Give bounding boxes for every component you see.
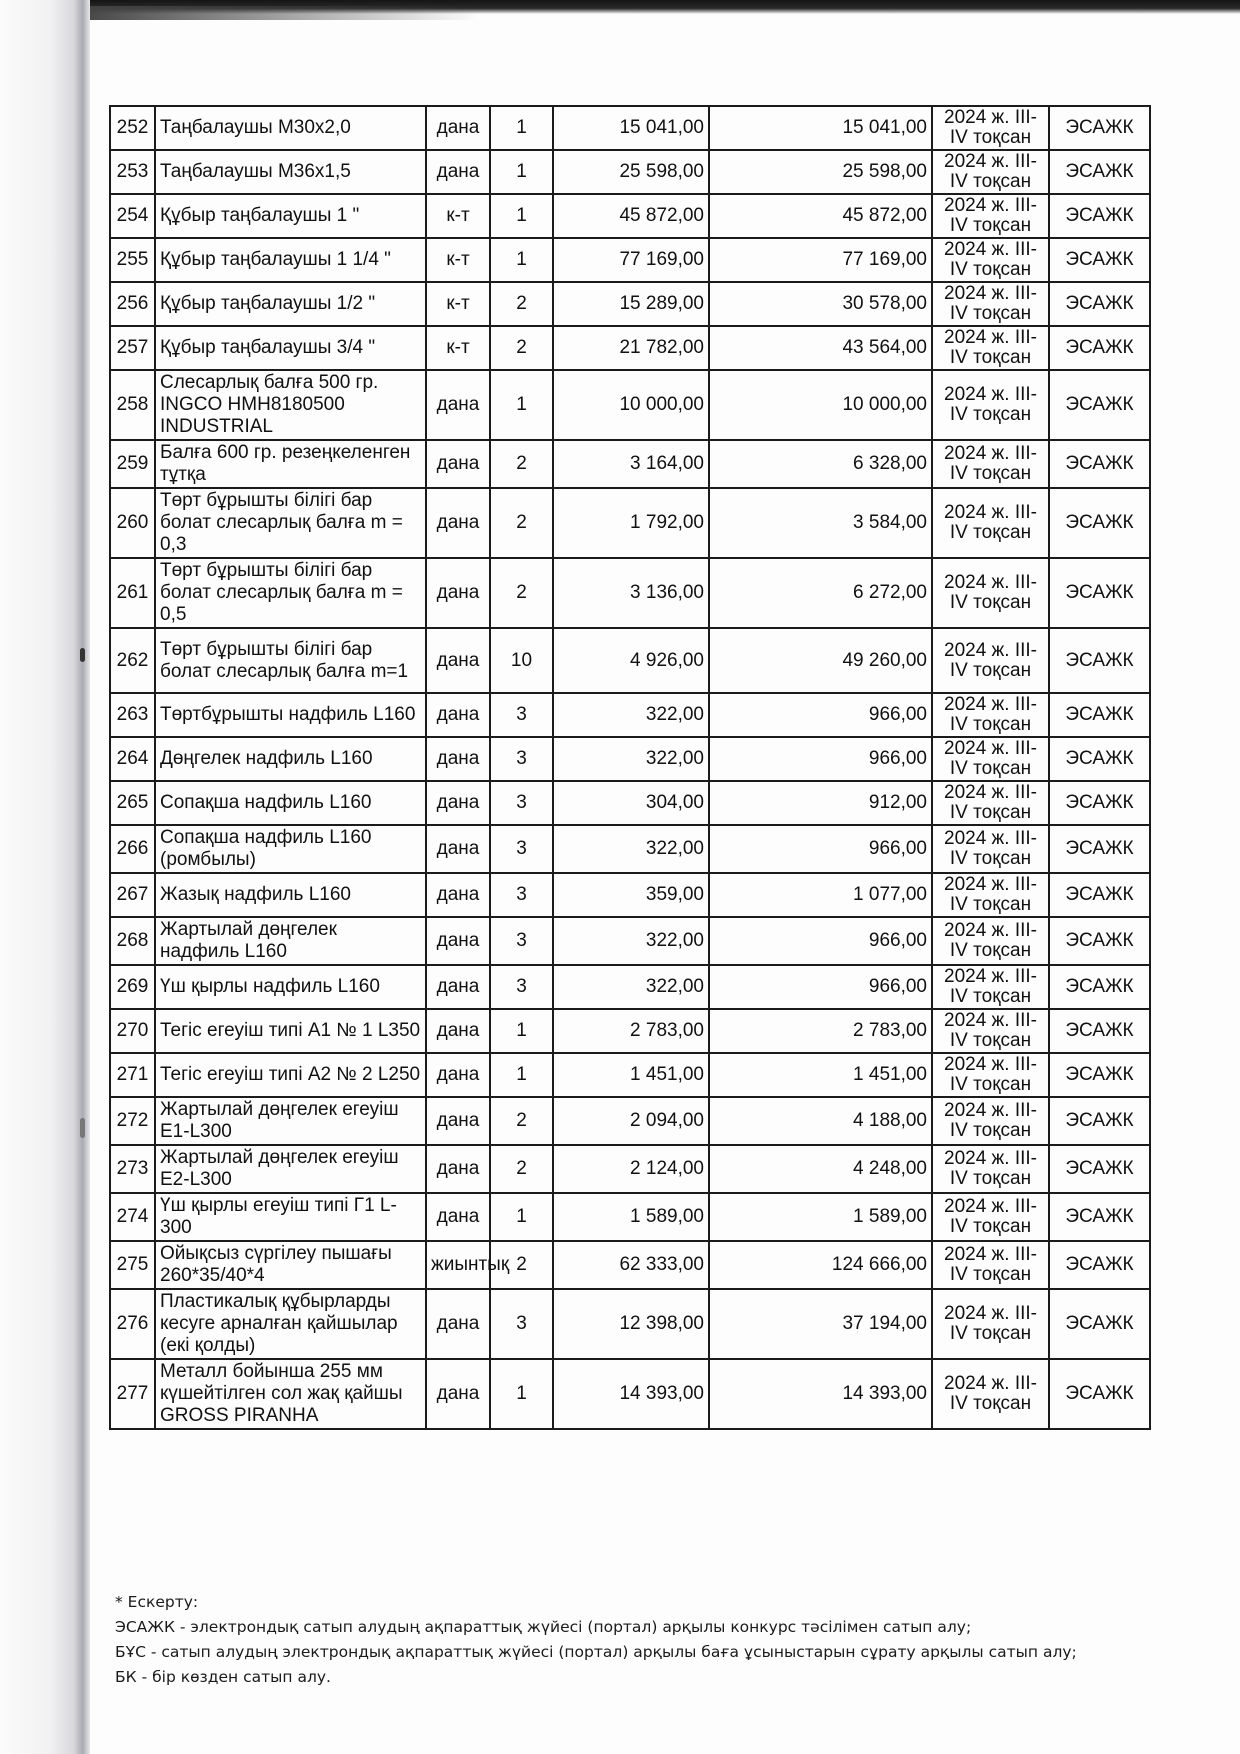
procurement-period: 2024 ж. III-IV тоқсан bbox=[932, 440, 1049, 488]
total-amount: 1 077,00 bbox=[709, 873, 932, 917]
item-name: Металл бойынша 255 мм күшейтілген сол жақ қайшы GROSS PIRANHA bbox=[155, 1359, 426, 1429]
procurement-method: ЭСАЖК bbox=[1049, 1289, 1150, 1359]
row-number: 256 bbox=[110, 282, 155, 326]
unit-price: 62 333,00 bbox=[553, 1241, 709, 1289]
unit-of-measure: к-т bbox=[426, 282, 490, 326]
table-row bbox=[110, 628, 1150, 693]
quantity: 1 bbox=[490, 370, 553, 440]
procurement-period: 2024 ж. III-IV тоқсан bbox=[932, 282, 1049, 326]
footnote-bus: БҰС - сатып алудың электрондық ақпараттық жүйесі (портал) арқылы баға ұсыныстарын сұрату арқылы сатып алу; bbox=[115, 1643, 1077, 1661]
row-number: 273 bbox=[110, 1145, 155, 1193]
procurement-period: 2024 ж. III-IV тоқсан bbox=[932, 1193, 1049, 1241]
table-row bbox=[110, 1241, 1150, 1289]
quantity: 10 bbox=[490, 628, 553, 693]
unit-of-measure: дана bbox=[426, 873, 490, 917]
quantity: 2 bbox=[490, 1097, 553, 1145]
quantity: 2 bbox=[490, 282, 553, 326]
unit-of-measure: дана bbox=[426, 781, 490, 825]
total-amount: 3 584,00 bbox=[709, 488, 932, 558]
item-name: Тегіс егеуіш типі А1 № 1 L350 bbox=[155, 1009, 426, 1053]
total-amount: 966,00 bbox=[709, 917, 932, 965]
quantity: 2 bbox=[490, 440, 553, 488]
quantity: 3 bbox=[490, 825, 553, 873]
row-number: 265 bbox=[110, 781, 155, 825]
procurement-method: ЭСАЖК bbox=[1049, 440, 1150, 488]
procurement-period: 2024 ж. III-IV тоқсан bbox=[932, 873, 1049, 917]
unit-price: 3 164,00 bbox=[553, 440, 709, 488]
quantity: 2 bbox=[490, 558, 553, 628]
unit-price: 15 289,00 bbox=[553, 282, 709, 326]
item-name: Құбыр таңбалаушы 1 " bbox=[155, 194, 426, 238]
unit-price: 21 782,00 bbox=[553, 326, 709, 370]
total-amount: 15 041,00 bbox=[709, 106, 932, 150]
unit-price: 2 783,00 bbox=[553, 1009, 709, 1053]
total-amount: 77 169,00 bbox=[709, 238, 932, 282]
item-name: Құбыр таңбалаушы 1/2 " bbox=[155, 282, 426, 326]
unit-price: 14 393,00 bbox=[553, 1359, 709, 1429]
unit-price: 77 169,00 bbox=[553, 238, 709, 282]
total-amount: 49 260,00 bbox=[709, 628, 932, 693]
procurement-period: 2024 ж. III-IV тоқсан bbox=[932, 1289, 1049, 1359]
item-name: Слесарлық балға 500 гр. INGCO HMH8180500 INDUSTRIAL bbox=[155, 370, 426, 440]
item-name: Дөңгелек надфиль L160 bbox=[155, 737, 426, 781]
quantity: 2 bbox=[490, 326, 553, 370]
table-row bbox=[110, 737, 1150, 781]
table-row bbox=[110, 873, 1150, 917]
unit-price: 15 041,00 bbox=[553, 106, 709, 150]
procurement-method: ЭСАЖК bbox=[1049, 326, 1150, 370]
item-name: Төртбұрышты надфиль L160 bbox=[155, 693, 426, 737]
quantity: 2 bbox=[490, 488, 553, 558]
item-name: Пластикалық құбырларды кесуге арналған қайшылар (екі қолды) bbox=[155, 1289, 426, 1359]
table-row bbox=[110, 917, 1150, 965]
procurement-period: 2024 ж. III-IV тоқсан bbox=[932, 965, 1049, 1009]
row-number: 264 bbox=[110, 737, 155, 781]
unit-price: 1 451,00 bbox=[553, 1053, 709, 1097]
row-number: 267 bbox=[110, 873, 155, 917]
total-amount: 10 000,00 bbox=[709, 370, 932, 440]
procurement-method: ЭСАЖК bbox=[1049, 1053, 1150, 1097]
table-body bbox=[110, 106, 1150, 1429]
table-row bbox=[110, 1145, 1150, 1193]
procurement-period: 2024 ж. III-IV тоқсан bbox=[932, 558, 1049, 628]
table-row bbox=[110, 282, 1150, 326]
procurement-method: ЭСАЖК bbox=[1049, 825, 1150, 873]
table-row bbox=[110, 150, 1150, 194]
quantity: 1 bbox=[490, 1053, 553, 1097]
procurement-method: ЭСАЖК bbox=[1049, 693, 1150, 737]
row-number: 277 bbox=[110, 1359, 155, 1429]
procurement-table bbox=[109, 105, 1151, 1430]
table-row bbox=[110, 488, 1150, 558]
procurement-method: ЭСАЖК bbox=[1049, 1097, 1150, 1145]
procurement-method: ЭСАЖК bbox=[1049, 781, 1150, 825]
item-name: Төрт бұрышты білігі бар болат слесарлық балға m = 0,3 bbox=[155, 488, 426, 558]
total-amount: 1 589,00 bbox=[709, 1193, 932, 1241]
item-name: Төрт бұрышты білігі бар болат слесарлық балға m=1 bbox=[155, 628, 426, 693]
item-name: Үш қырлы егеуіш типі Г1 L-300 bbox=[155, 1193, 426, 1241]
footnotes bbox=[115, 1590, 1165, 1690]
row-number: 266 bbox=[110, 825, 155, 873]
quantity: 3 bbox=[490, 965, 553, 1009]
binding-spine bbox=[0, 0, 90, 1754]
row-number: 257 bbox=[110, 326, 155, 370]
item-name: Құбыр таңбалаушы 1 1/4 " bbox=[155, 238, 426, 282]
item-name: Үш қырлы надфиль L160 bbox=[155, 965, 426, 1009]
table-row bbox=[110, 106, 1150, 150]
item-name: Таңбалаушы М30х2,0 bbox=[155, 106, 426, 150]
table-row bbox=[110, 825, 1150, 873]
procurement-period: 2024 ж. III-IV тоқсан bbox=[932, 737, 1049, 781]
total-amount: 25 598,00 bbox=[709, 150, 932, 194]
procurement-method: ЭСАЖК bbox=[1049, 150, 1150, 194]
total-amount: 43 564,00 bbox=[709, 326, 932, 370]
row-number: 262 bbox=[110, 628, 155, 693]
table-row bbox=[110, 370, 1150, 440]
quantity: 3 bbox=[490, 737, 553, 781]
row-number: 263 bbox=[110, 693, 155, 737]
quantity: 3 bbox=[490, 1289, 553, 1359]
item-name: Жартылай дөңгелек егеуіш Е1-L300 bbox=[155, 1097, 426, 1145]
total-amount: 37 194,00 bbox=[709, 1289, 932, 1359]
unit-of-measure: дана bbox=[426, 440, 490, 488]
footnote-esazhk: ЭСАЖК - электрондық сатып алудың ақпараттық жүйесі (портал) арқылы конкурс тәсілімен сатып алу; bbox=[115, 1618, 972, 1636]
procurement-period: 2024 ж. III-IV тоқсан bbox=[932, 150, 1049, 194]
unit-price: 2 124,00 bbox=[553, 1145, 709, 1193]
total-amount: 14 393,00 bbox=[709, 1359, 932, 1429]
table-row bbox=[110, 1359, 1150, 1429]
procurement-period: 2024 ж. III-IV тоқсан bbox=[932, 1097, 1049, 1145]
total-amount: 912,00 bbox=[709, 781, 932, 825]
row-number: 254 bbox=[110, 194, 155, 238]
procurement-period: 2024 ж. III-IV тоқсан bbox=[932, 1009, 1049, 1053]
unit-price: 3 136,00 bbox=[553, 558, 709, 628]
unit-of-measure: дана bbox=[426, 917, 490, 965]
procurement-method: ЭСАЖК bbox=[1049, 558, 1150, 628]
row-number: 276 bbox=[110, 1289, 155, 1359]
unit-of-measure: к-т bbox=[426, 194, 490, 238]
procurement-period: 2024 ж. III-IV тоқсан bbox=[932, 238, 1049, 282]
procurement-method: ЭСАЖК bbox=[1049, 1193, 1150, 1241]
procurement-period: 2024 ж. III-IV тоқсан bbox=[932, 628, 1049, 693]
table-row bbox=[110, 238, 1150, 282]
unit-of-measure: дана bbox=[426, 965, 490, 1009]
quantity: 2 bbox=[490, 1241, 553, 1289]
table-row bbox=[110, 965, 1150, 1009]
item-name: Тегіс егеуіш типі А2 № 2 L250 bbox=[155, 1053, 426, 1097]
procurement-method: ЭСАЖК bbox=[1049, 1359, 1150, 1429]
item-name: Төрт бұрышты білігі бар болат слесарлық балға m = 0,5 bbox=[155, 558, 426, 628]
quantity: 1 bbox=[490, 238, 553, 282]
procurement-period: 2024 ж. III-IV тоқсан bbox=[932, 1359, 1049, 1429]
row-number: 261 bbox=[110, 558, 155, 628]
unit-of-measure: дана bbox=[426, 1145, 490, 1193]
procurement-method: ЭСАЖК bbox=[1049, 1009, 1150, 1053]
table-row bbox=[110, 194, 1150, 238]
row-number: 270 bbox=[110, 1009, 155, 1053]
unit-price: 12 398,00 bbox=[553, 1289, 709, 1359]
procurement-period: 2024 ж. III-IV тоқсан bbox=[932, 370, 1049, 440]
quantity: 3 bbox=[490, 781, 553, 825]
total-amount: 966,00 bbox=[709, 693, 932, 737]
row-number: 275 bbox=[110, 1241, 155, 1289]
table-row bbox=[110, 693, 1150, 737]
unit-of-measure: дана bbox=[426, 1009, 490, 1053]
item-name: Ойықсыз сүргілеу пышағы 260*35/40*4 bbox=[155, 1241, 426, 1289]
total-amount: 30 578,00 bbox=[709, 282, 932, 326]
unit-price: 322,00 bbox=[553, 917, 709, 965]
procurement-method: ЭСАЖК bbox=[1049, 238, 1150, 282]
unit-of-measure: дана bbox=[426, 1097, 490, 1145]
row-number: 268 bbox=[110, 917, 155, 965]
table-row bbox=[110, 781, 1150, 825]
table-row bbox=[110, 1009, 1150, 1053]
unit-price: 1 792,00 bbox=[553, 488, 709, 558]
quantity: 3 bbox=[490, 873, 553, 917]
total-amount: 966,00 bbox=[709, 737, 932, 781]
procurement-period: 2024 ж. III-IV тоқсан bbox=[932, 825, 1049, 873]
row-number: 274 bbox=[110, 1193, 155, 1241]
procurement-period: 2024 ж. III-IV тоқсан bbox=[932, 781, 1049, 825]
unit-of-measure: дана bbox=[426, 628, 490, 693]
unit-price: 322,00 bbox=[553, 965, 709, 1009]
procurement-method: ЭСАЖК bbox=[1049, 370, 1150, 440]
item-name: Сопақша надфиль L160 (ромбылы) bbox=[155, 825, 426, 873]
quantity: 3 bbox=[490, 917, 553, 965]
total-amount: 6 272,00 bbox=[709, 558, 932, 628]
unit-price: 304,00 bbox=[553, 781, 709, 825]
procurement-method: ЭСАЖК bbox=[1049, 488, 1150, 558]
unit-of-measure: дана bbox=[426, 1289, 490, 1359]
unit-price: 359,00 bbox=[553, 873, 709, 917]
row-number: 271 bbox=[110, 1053, 155, 1097]
row-number: 255 bbox=[110, 238, 155, 282]
quantity: 1 bbox=[490, 194, 553, 238]
item-name: Таңбалаушы М36х1,5 bbox=[155, 150, 426, 194]
unit-of-measure: дана bbox=[426, 150, 490, 194]
procurement-method: ЭСАЖК bbox=[1049, 282, 1150, 326]
table-row bbox=[110, 558, 1150, 628]
footnote-bk: БК - бір көзден сатып алу. bbox=[115, 1668, 331, 1686]
quantity: 1 bbox=[490, 150, 553, 194]
quantity: 1 bbox=[490, 106, 553, 150]
unit-of-measure: дана bbox=[426, 1193, 490, 1241]
item-name: Балға 600 гр. резеңкеленген тұтқа bbox=[155, 440, 426, 488]
unit-of-measure: дана bbox=[426, 737, 490, 781]
row-number: 260 bbox=[110, 488, 155, 558]
unit-of-measure: дана bbox=[426, 558, 490, 628]
row-number: 253 bbox=[110, 150, 155, 194]
item-name: Құбыр таңбалаушы 3/4 " bbox=[155, 326, 426, 370]
procurement-period: 2024 ж. III-IV тоқсан bbox=[932, 326, 1049, 370]
unit-price: 4 926,00 bbox=[553, 628, 709, 693]
procurement-method: ЭСАЖК bbox=[1049, 917, 1150, 965]
row-number: 272 bbox=[110, 1097, 155, 1145]
table-row bbox=[110, 1193, 1150, 1241]
procurement-method: ЭСАЖК bbox=[1049, 194, 1150, 238]
row-number: 252 bbox=[110, 106, 155, 150]
unit-price: 322,00 bbox=[553, 693, 709, 737]
row-number: 269 bbox=[110, 965, 155, 1009]
procurement-period: 2024 ж. III-IV тоқсан bbox=[932, 693, 1049, 737]
unit-price: 1 589,00 bbox=[553, 1193, 709, 1241]
item-name: Жартылай дөңгелек егеуіш Е2-L300 bbox=[155, 1145, 426, 1193]
unit-of-measure: дана bbox=[426, 370, 490, 440]
procurement-method: ЭСАЖК bbox=[1049, 737, 1150, 781]
unit-price: 2 094,00 bbox=[553, 1097, 709, 1145]
total-amount: 124 666,00 bbox=[709, 1241, 932, 1289]
unit-of-measure: к-т bbox=[426, 238, 490, 282]
quantity: 1 bbox=[490, 1193, 553, 1241]
footnote-title: * Ескерту: bbox=[115, 1593, 199, 1611]
unit-price: 10 000,00 bbox=[553, 370, 709, 440]
total-amount: 2 783,00 bbox=[709, 1009, 932, 1053]
table-row bbox=[110, 326, 1150, 370]
unit-of-measure: дана bbox=[426, 693, 490, 737]
quantity: 2 bbox=[490, 1145, 553, 1193]
procurement-method: ЭСАЖК bbox=[1049, 1145, 1150, 1193]
row-number: 259 bbox=[110, 440, 155, 488]
table-row bbox=[110, 440, 1150, 488]
unit-of-measure: дана bbox=[426, 106, 490, 150]
quantity: 1 bbox=[490, 1359, 553, 1429]
unit-price: 45 872,00 bbox=[553, 194, 709, 238]
table-row bbox=[110, 1097, 1150, 1145]
scan-shadow bbox=[80, 6, 480, 20]
procurement-period: 2024 ж. III-IV тоқсан bbox=[932, 106, 1049, 150]
procurement-method: ЭСАЖК bbox=[1049, 873, 1150, 917]
total-amount: 45 872,00 bbox=[709, 194, 932, 238]
quantity: 1 bbox=[490, 1009, 553, 1053]
unit-of-measure: дана bbox=[426, 1053, 490, 1097]
procurement-method: ЭСАЖК bbox=[1049, 965, 1150, 1009]
unit-of-measure: дана bbox=[426, 1359, 490, 1429]
procurement-method: ЭСАЖК bbox=[1049, 628, 1150, 693]
procurement-period: 2024 ж. III-IV тоқсан bbox=[932, 1241, 1049, 1289]
procurement-period: 2024 ж. III-IV тоқсан bbox=[932, 194, 1049, 238]
unit-of-measure: жиынтық bbox=[426, 1241, 490, 1289]
table-row bbox=[110, 1053, 1150, 1097]
quantity: 3 bbox=[490, 693, 553, 737]
total-amount: 966,00 bbox=[709, 825, 932, 873]
punch-hole-mark bbox=[80, 648, 85, 662]
unit-price: 25 598,00 bbox=[553, 150, 709, 194]
item-name: Жазық надфиль L160 bbox=[155, 873, 426, 917]
total-amount: 1 451,00 bbox=[709, 1053, 932, 1097]
total-amount: 4 248,00 bbox=[709, 1145, 932, 1193]
unit-price: 322,00 bbox=[553, 825, 709, 873]
table-row bbox=[110, 1289, 1150, 1359]
total-amount: 966,00 bbox=[709, 965, 932, 1009]
unit-of-measure: к-т bbox=[426, 326, 490, 370]
item-name: Сопақша надфиль L160 bbox=[155, 781, 426, 825]
procurement-period: 2024 ж. III-IV тоқсан bbox=[932, 1053, 1049, 1097]
unit-of-measure: дана bbox=[426, 488, 490, 558]
total-amount: 6 328,00 bbox=[709, 440, 932, 488]
procurement-period: 2024 ж. III-IV тоқсан bbox=[932, 917, 1049, 965]
unit-of-measure: дана bbox=[426, 825, 490, 873]
row-number: 258 bbox=[110, 370, 155, 440]
procurement-method: ЭСАЖК bbox=[1049, 1241, 1150, 1289]
total-amount: 4 188,00 bbox=[709, 1097, 932, 1145]
procurement-period: 2024 ж. III-IV тоқсан bbox=[932, 1145, 1049, 1193]
unit-price: 322,00 bbox=[553, 737, 709, 781]
procurement-method: ЭСАЖК bbox=[1049, 106, 1150, 150]
punch-hole-mark bbox=[80, 1118, 85, 1138]
procurement-period: 2024 ж. III-IV тоқсан bbox=[932, 488, 1049, 558]
item-name: Жартылай дөңгелек надфиль L160 bbox=[155, 917, 426, 965]
